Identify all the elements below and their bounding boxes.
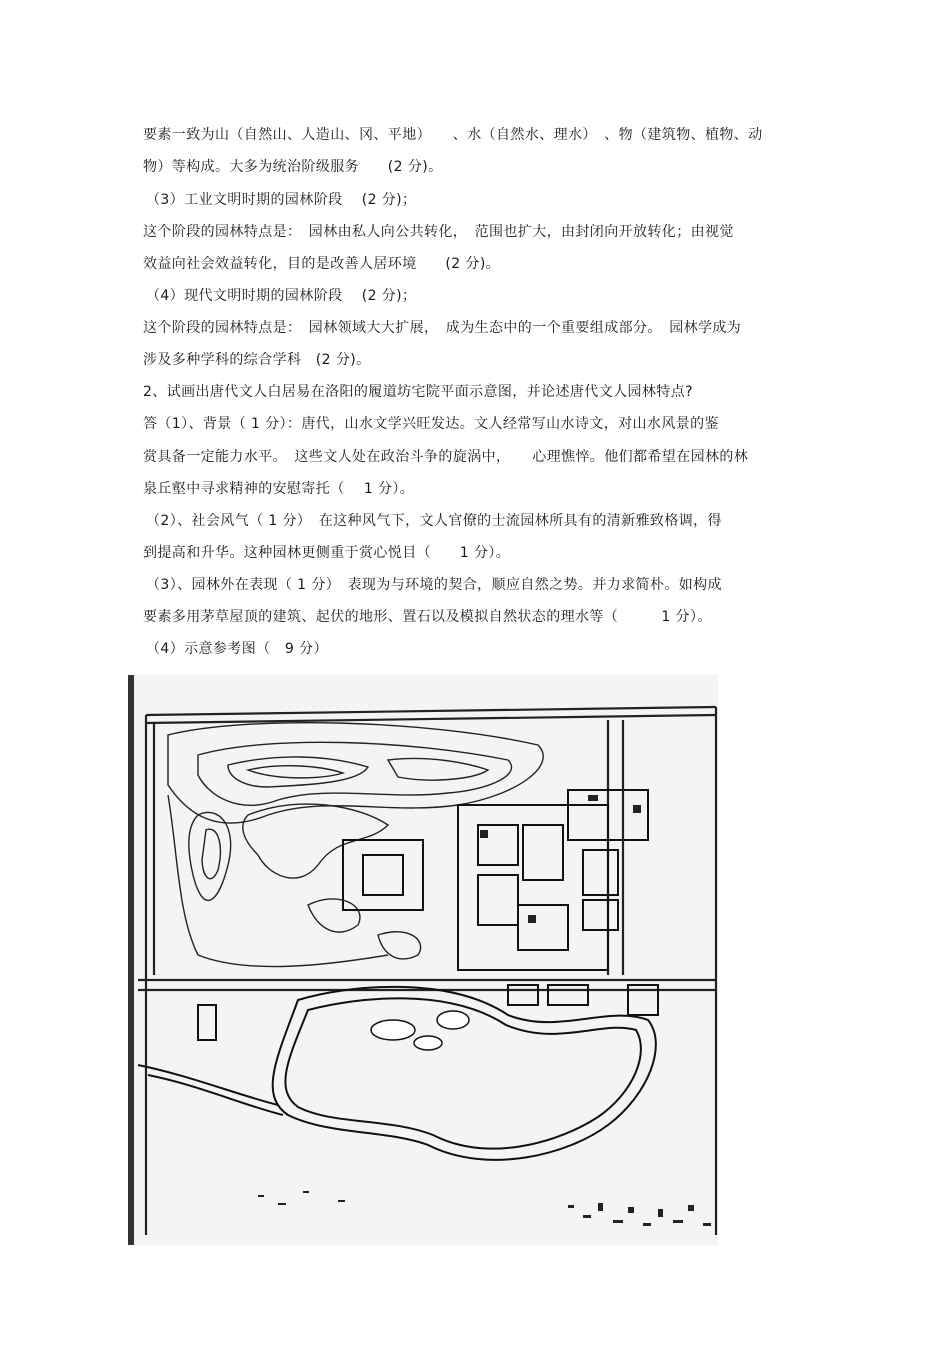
text-line-5: 效益向社会效益转化，目的是改善人居环境 (2 分)。	[143, 256, 501, 272]
text-line-1: 要素一致为山（自然山、人造山、冈、平地） 、水（自然水、理水） 、物（建筑物、植物、动	[143, 127, 763, 143]
text-line-13: （2）、社会风气（ 1 分） 在这种风气下，文人官僚的士流园林所具有的清新雅致格调，得	[146, 513, 722, 529]
text-line-8: 涉及多种学科的综合学科 (2 分)。	[143, 352, 371, 368]
text-line-16: 要素多用茅草屋顶的建筑、起伏的地形、置石以及模拟自然状态的理水等（ 1 分）。	[143, 609, 712, 625]
text-line-17: （4）示意参考图（ 9 分）	[146, 641, 328, 657]
text-line-10: 答（1）、背景（ 1 分）：唐代，山水文学兴旺发达。文人经常写山水诗文，对山水风景的鉴	[143, 416, 719, 432]
text-line-7: 这个阶段的园林特点是： 园林领域大大扩展， 成为生态中的一个重要组成部分。 园林学成为	[143, 320, 742, 336]
text-line-14: 到提高和升华。这种园林更侧重于赏心悦目（ 1 分）。	[143, 545, 511, 561]
text-line-12: 泉丘壑中寻求精神的安慰寄托（ 1 分）。	[143, 481, 415, 497]
garden-plan-illustration	[128, 675, 718, 1245]
text-line-2: 物）等构成。大多为统治阶级服务 (2 分)。	[143, 159, 443, 175]
text-line-11: 赏具备一定能力水平。 这些文人处在政治斗争的旋涡中， 心理憔悴。他们都希望在园林的林	[143, 449, 749, 465]
text-line-4: 这个阶段的园林特点是： 园林由私人向公共转化， 范围也扩大，由封闭向开放转化；由视觉	[143, 224, 734, 240]
text-line-15: （3）、园林外在表现（ 1 分） 表现为与环境的契合，顺应自然之势。并力求简朴。如构成	[146, 577, 722, 593]
text-line-6: （4）现代文明时期的园林阶段 (2 分)；	[146, 288, 417, 304]
text-line-9: 2、试画出唐代文人白居易在洛阳的履道坊宅院平面示意图，并论述唐代文人园林特点?	[143, 384, 693, 400]
text-line-3: （3）工业文明时期的园林阶段 (2 分)；	[146, 192, 417, 208]
